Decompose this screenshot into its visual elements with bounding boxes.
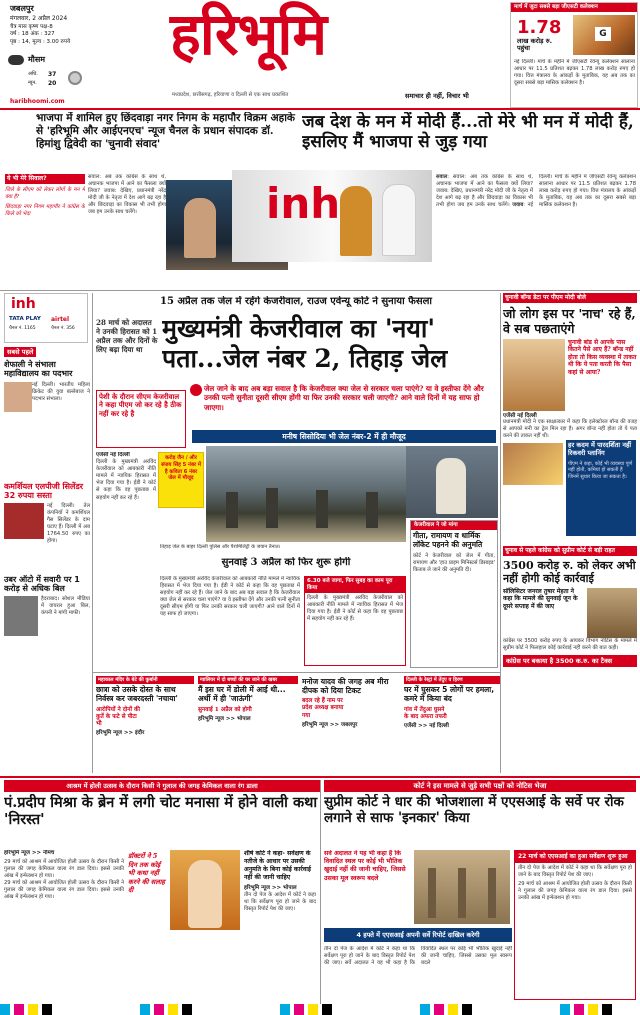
- row2-c2-note: सुनवाई 1 अप्रैल को होगी: [198, 706, 252, 713]
- airtel-logo: airtel: [51, 316, 70, 323]
- inh-logo-big: inh: [266, 179, 341, 228]
- quick-photo: [4, 382, 32, 412]
- row2-c1-by: हरिभूमि न्यूज >> इंदौर: [96, 730, 145, 737]
- gst-tile-icon: G: [595, 27, 611, 41]
- pradeep-body-text: 29 मार्च को आश्रम में आयोजित होली उत्सव के दौरान किसी ने गुलाल की जगह केमिकल वाला रंग डाल दिया। इससे उनकी आंख में इन्फेक्शन हो गया।: [4, 858, 124, 879]
- congress-story: [503, 546, 637, 774]
- weather-max-label: अधि.: [28, 71, 38, 77]
- interview-person: [382, 184, 416, 256]
- quick-photo: [4, 503, 44, 539]
- left-q-item: जिले के सीएम को लेकर लोगों के मन में क्या है?: [5, 186, 85, 200]
- pradeep-kicker-text: आश्रम में होली उत्सव के दौरान किसी ने गुलाल की जगह केमिकल वाला रंग डाला: [66, 782, 258, 790]
- info-line: चैत्र मास कृष्ण पक्ष-8: [10, 24, 53, 30]
- pradeep-photo-person: [188, 860, 222, 928]
- quick-b1: नई दिल्ली। भारतीय महिला क्रिकेट की युवा बल्लेबाज ने पदभार संभाला।: [32, 381, 90, 402]
- pradeep-headline-text: पं.प्रदीप मिश्रा के ब्रेन में लगी चोट मनासा में होने वाली कथा 'निरस्त': [4, 794, 318, 829]
- lead-headline-text: जब देश के मन में मोदी हैं...तो मेरे भी मन में मोदी हैं, इसलिए मैं भाजपा से जुड़ गया: [302, 112, 634, 153]
- bhojshala-mid: [244, 850, 316, 1000]
- bhojshala-body-text: सर्वे अदालत ने यह भी कहा है कि विवादित स्थल पर कोई भी भौतिक खुदाई नहीं की जानी चाहिए, जिससे उसका मूल स्वरूप बदले: [344, 946, 512, 967]
- bhojshala-mid-body: तीन दो पेज के आदेश में कोर्ट ने कहा था कि सर्वेक्षण पूरा हो जाने के बाद विस्तृत रिपोर्ट पेश की जाए।: [244, 892, 316, 913]
- kejriwal-aside: [410, 520, 498, 668]
- quick-b3: हैदराबाद। सोशल मीडिया में वायरल हुआ बिल, कंपनी ने मांगी माफी।: [41, 596, 90, 617]
- left-sidebar: [5, 174, 85, 286]
- sisodia-banner: [192, 430, 496, 443]
- slogan: समाचार ही नहीं, विचार भी: [405, 92, 469, 100]
- row2-col: [404, 676, 500, 774]
- modi-box-body: पीएम ने कहा, कोई भी व्यवस्था पूर्ण नहीं होती, कमियां हो सकती हैं जिनमें सुधार किया जा सकता है।: [568, 460, 633, 480]
- court-photo: [587, 588, 637, 638]
- registration-strip: [0, 1004, 640, 1015]
- kejriwal-headline: [162, 314, 498, 384]
- pradeep-body: [4, 850, 124, 1000]
- tihar-photo: [206, 446, 406, 542]
- kejriwal-sub2-text: सुनवाई 3 अप्रैल को फिर शुरू होगी: [221, 557, 351, 568]
- row2-c2-by: हरिभूमि न्यूज >> भोपाल: [198, 715, 251, 722]
- pradeep-headline: [4, 794, 320, 846]
- weather-widget: [8, 55, 88, 95]
- lead-body-continued: सवाल: अब तक कांग्रेस के साथ थे, अचानक भाजपा में आने का फैसला क्यों लिया? जवाब: देखिए, प्रधानमंत्री नरेंद्र मोदी जी के नेतृत्व में देश आगे बढ़ रहा है और छिंदवाड़ा का विकास भी तभी होगा जब हम उनके साथ चलेंगे।: [436, 174, 533, 209]
- congress-headline: 3500 करोड़ रु. को लेकर अभी नहीं होगी कोई कार्रवाई: [503, 558, 636, 585]
- quick-h1: शेफाली ने संभाला महाविद्यालय का पदभार: [4, 360, 73, 379]
- quick-h2: कमर्शियल एलपीजी सिलेंडर 32 रुपया सस्ता: [4, 481, 84, 500]
- gst-title: मार्च में जुटा सबसे बड़ा जीएसटी कलेक्शन: [511, 3, 637, 12]
- congress-body: कांग्रेस पर 3500 करोड़ रुपए के आयकर विभाग नोटिस के मामले में सुप्रीम कोर्ट ने फिलहाल कोई कार्रवाई नहीं करने की बात कही।: [503, 637, 637, 651]
- inh-ad[interactable]: [4, 293, 88, 343]
- bhojshala-kicker-text: कोर्ट ने इस मामले से जुड़े सभी पक्षों को नोटिस भेजा: [413, 782, 547, 790]
- lead-interview-col: [88, 174, 166, 284]
- pradeep-kicker: [4, 780, 320, 792]
- website: haribhoomi.com: [10, 98, 65, 105]
- tihar-caption: [160, 544, 406, 554]
- aside-title: गीता, रामायण व धार्मिक लॉकेट पहनने की अनुमति: [413, 530, 483, 549]
- congress-sub: सॉलिसिटर जनरल तुषार मेहता ने कहा कि मामले की सुनवाई जून के दूसरे सप्ताह में की जाए: [503, 587, 578, 610]
- quick-b2: नई दिल्ली। तेल कंपनियों ने कमर्शियल गैस सिलेंडर के दाम घटाए हैं। दिल्ली में अब 1764.50 रुपए का होगा।: [47, 502, 90, 544]
- bhojshala-mid-by: हरिभूमि न्यूज >> भोपाल: [244, 885, 297, 892]
- quick-h3: उबर ऑटो में सवारी पर 1 करोड़ से अधिक बिल: [4, 574, 80, 594]
- row2-c4-note: गांव में तेंदुआ घुसने के बाद अफरा तफरी: [404, 706, 447, 720]
- kejriwal-summary-text: जेल जाने के बाद अब बड़ा सवाल है कि केजरीवाल क्या जेल से सरकार चला पाएंगे? या वे इस्तीफा देंगे और उनकी पत्नी सुनीता दूसरी सीएम होंगी या फिर उनकी सरकार चली जाएगी? आने वाले दिनों में यह साफ हो जाएगा।: [204, 384, 484, 412]
- row2-c4-title: दिल्ली के रेस्ट्रां में तेंदुए व हिरण: [404, 676, 500, 684]
- left-q-title: ये भी मेरे सिवाल?: [5, 174, 85, 184]
- lead-photo-person: [184, 198, 216, 258]
- row2-c2-headline: मैं इस घर में डोली में आई थी... अर्थी में ही 'जाऊंगी': [198, 685, 286, 703]
- kejriwal-sub-text: 28 मार्च को अदालत ने उनकी हिरासत को 1 अप्रैल तक और दिनों के लिए बढ़ा दिया था: [96, 318, 158, 354]
- kejriwal-sub2: [166, 557, 406, 573]
- gst-amount: 1.78: [517, 17, 562, 38]
- aside-label: केजरीवाल ने जो मांगा: [411, 521, 497, 530]
- lead-body-continued: नई दिल्ली। मार्च के महीने में जीएसटी रेवेन्यू कलेक्शन सालाना आधार पर 11.5 प्रतिशत बढ़कर 1.78 लाख करोड़ रुपए हो गया। वित्त मंत्रालय के आंकड़ों के मुताबिक, यह अब तक का दूसरा सबसे बड़ा मासिक कलेक्शन है।: [527, 174, 636, 209]
- modi-box: [566, 440, 636, 536]
- bhojshala-side: [514, 850, 636, 1000]
- kejriwal-kicker-text: 15 अप्रैल तक जेल में रहेंगे केजरीवाल, राउज एवेन्यू कोर्ट ने सुनाया फैसला: [160, 296, 432, 307]
- kejriwal-body-text: जेल जाने के बाद अब बड़ा सवाल है कि केजरीवाल क्या जेल से सरकार चला पाएंगे? या वे इस्तीफा देंगे और उनकी पत्नी सुनीता दूसरी सीएम होंगी या फिर उनकी सरकार चली जाएगी? आने वाले दिनों में यह साफ हो जाएगा।: [160, 590, 300, 618]
- kejriwal-kicker: [96, 296, 496, 312]
- kejriwal-stats-title: 6.30 बजे जागा, फिर सुबह का काम पूरा किया: [305, 577, 405, 593]
- tihar-caption-text: तिहाड़ जेल के बाहर दिल्ली पुलिस और पैरामिलिट्री के जवान तैनात।: [160, 544, 281, 550]
- bhojshala-photo: [414, 850, 510, 924]
- bhojshala-footer: [324, 928, 512, 942]
- lead-qa-a: जवाब: [512, 202, 524, 209]
- lead-body-col: सवाल: सवाल: अब तक कांग्रेस के साथ थे, अचानक भाजपा में आने का फैसला क्यों लिया? जवाब: देखिए, प्रधानमंत्री नरेंद्र मोदी जी के नेतृत्व में देश आगे बढ़ रहा है और छिंदवाड़ा का विकास भी तभी होगा जब हम उनके साथ चलेंगे। जवाब: नई दिल्ली। मार्च के महीने में जीएसटी रेवेन्यू कलेक्शन सालाना आधार पर 11.5 प्रतिशत बढ़कर 1.78 लाख करोड़ रुपए हो गया। वित्त मंत्रालय के आंकड़ों के मुताबिक, यह अब तक का दूसरा सबसे बड़ा मासिक कलेक्शन है।: [436, 174, 636, 209]
- inh-ad-brand: inh: [11, 296, 36, 312]
- kejriwal-stats-body: दिल्ली के मुख्यमंत्री अरविंद केजरीवाल को आबकारी नीति मामले में न्यायिक हिरासत में भेज दिया गया है। ईडी ने कोर्ट से कहा कि वह पूछताछ में सहयोग नहीं कर रहे हैं।: [307, 594, 403, 622]
- row2-c1-headline: छात्रा को उसके दोस्त के साथ निर्वस्त्र कर जबरदस्ती 'नचाया': [96, 685, 178, 703]
- info-line: पृष्ठ : 14, मूल्य : 3.00 रुपये: [10, 38, 71, 45]
- left-q-item: छिंदवाड़ा नगर निगम महापौर ने कांग्रेस के किले को भेदा: [5, 203, 85, 217]
- lead-headline: [302, 112, 637, 170]
- kejriwal-red-box: [96, 390, 186, 448]
- pradeep-photo: [170, 850, 240, 930]
- gst-body: नई दिल्ली। मार्च के महीने में जीएसटी रेवेन्यू कलेक्शन सालाना आधार पर 11.5 प्रतिशत बढ़कर 1.78 लाख करोड़ रुपए हो गया। वित्त मंत्रालय के आंकड़ों के मुताबिक, यह अब तक का दूसरा सबसे बड़ा मासिक कलेक्शन है।: [514, 59, 635, 87]
- bhojshala-side-kicker: 22 मार्च को एएसआई का हुआ सर्वेक्षण शुरू हुआ: [515, 851, 635, 863]
- bhojshala-side-body: तीन दो पेज के आदेश में कोर्ट ने कहा था कि सर्वेक्षण पूरा हो जाने के बाद विस्तृत रिपोर्ट पेश की जाए।: [518, 864, 632, 878]
- sisodia-banner-text: मनीष सिसोदिया भी जेल नंबर-2 में ही मौजूद: [282, 432, 406, 441]
- aside-body: कोर्ट ने केजरीवाल को जेल में गीता, रामायण और 'हाउ प्राइम मिनिस्टर्स डिसाइड' किताब ले जाने की अनुमति दी।: [413, 553, 495, 574]
- bhojshala-photo-pillar: [458, 868, 466, 918]
- tihar-photo-police: [226, 492, 238, 528]
- bhojshala-quote: [324, 850, 412, 930]
- kejriwal-body-text: दिल्ली के मुख्यमंत्री अरविंद केजरीवाल को आबकारी नीति मामले में न्यायिक हिरासत में भेज दिया गया है। ईडी ने कोर्ट से कहा कि वह पूछताछ में सहयोग नहीं कर रहे हैं।: [160, 576, 300, 597]
- ad-channel: चैनल नं. 356: [51, 326, 75, 331]
- tihar-photo-police: [316, 490, 328, 528]
- pradeep-quote: [128, 852, 168, 952]
- moon-icon: [68, 71, 82, 85]
- lead-body: सवाल: अब तक कांग्रेस के साथ थे, अचानक भाजपा में आने का फैसला क्यों लिया? जवाब: देखिए, प्रधानमंत्री नरेंद्र मोदी जी के नेतृत्व में देश आगे बढ़ रहा है और छिंदवाड़ा का विकास भी तभी होगा जब हम उनके साथ चलेंगे।: [88, 174, 166, 216]
- tata-play-logo: TATA PLAY: [9, 316, 41, 322]
- row2-c3-headline: मनोज यादव की जगह अब मीरा दीपक को दिया टिकट: [302, 677, 389, 695]
- kejriwal-body: [96, 452, 156, 560]
- row2-c3-by: हरिभूमि न्यूज >> जबलपुर: [302, 721, 358, 728]
- row2-c4-headline: घर में घुसकर 5 लोगों पर हमला, कमरे में किया बंद: [404, 685, 495, 703]
- row2-c1-note: आरोपियों ने दोनों की कुर्ते के फटे से पीटा भी: [96, 706, 140, 727]
- row2-c1-title: महाकाल मंदिर के बेटे की कुर्बानी: [96, 676, 194, 684]
- kejriwal-stats: [304, 576, 406, 666]
- modi-photo: [503, 339, 565, 411]
- quick-photo: [4, 596, 38, 636]
- lead-kicker-text: भाजपा में शामिल हुए छिंदवाड़ा नगर निगम के महापौर विक्रम अहाके से 'हरिभूमि और आईएनएच' न्यूज चैनल के प्रधान संपादक डॉ. हिमांशु द्विवेदी का 'चुनावी संवाद': [36, 112, 295, 151]
- weather-min: 20: [48, 80, 57, 87]
- row2-col: [96, 676, 194, 774]
- inh-studio-photo: [232, 170, 432, 262]
- pradeep-quote-text: डॉक्टरों ने 5 दिन तक कोई भी कथा नहीं करने की सलाह दी: [128, 852, 165, 895]
- tagline: मध्यप्रदेश, छत्तीसगढ़, हरियाणा व दिल्ली से एक साथ प्रकाशित: [172, 92, 289, 98]
- weather-max: 37: [48, 71, 57, 78]
- edition-city: जबलपुर: [10, 4, 34, 13]
- tihar-photo-police: [266, 488, 278, 528]
- bhojshala-mid-title: शीर्ष कोर्ट ने कहा- सर्वेक्षण के नतीजे के आधार पर उसकी अनुमति के बिना कोई कार्रवाई नहीं की जानी चाहिए: [244, 850, 311, 882]
- lead-qa-q: सवाल: [436, 174, 448, 180]
- pradeep-body-text: 29 मार्च को आश्रम में आयोजित होली उत्सव के दौरान किसी ने गुलाल की जगह केमिकल वाला रंग डाल दिया। इससे उनकी आंख में इन्फेक्शन हो गया।: [4, 879, 124, 900]
- quick-news: [4, 347, 90, 777]
- edition-date: मंगलवार, 2 अप्रैल 2024: [10, 15, 68, 22]
- row2-col: [198, 676, 298, 774]
- kejriwal-photo-person: [436, 458, 466, 514]
- lead-kicker: [36, 112, 298, 164]
- logo: हरिभूमि: [170, 0, 327, 68]
- weather-min-label: न्यून.: [28, 80, 37, 86]
- modi-quote: चुनावी बांड से आपके पास कितने पैसे आए हैं? बॉन्ड नहीं होता तो किस व्यवस्था में ताकत थी कि ये पता करती कि पैसा कहां से आया?: [568, 338, 637, 376]
- row2-c3-note: बदल रहे हैं नाम पर प्रदेश अध्यक्ष बनाया गया: [302, 698, 344, 719]
- gst-story: [510, 2, 638, 108]
- modi-kicker: चुनावी बॉन्ड डेटा पर पीएम मोदी बोले: [503, 293, 637, 303]
- bhojshala-headline: [324, 794, 636, 846]
- congress-box: कांग्रेस पर बकाया है 3500 क.रु. का टैक्स: [503, 655, 637, 667]
- bhojshala-photo-pillar: [488, 868, 496, 918]
- bhojshala-footer-text: 4 हफ्ते में एएसआई अपनी सर्वे रिपोर्ट दाखिल करेगी: [356, 931, 480, 939]
- quick-label: सबसे पहले: [4, 347, 36, 357]
- kejriwal-headline-2: पता...जेल नंबर 2, तिहाड़ जेल: [162, 344, 448, 373]
- modi-body: प्रधानमंत्री मोदी ने एक साक्षात्कार में कहा कि इलेक्टोरल बॉन्ड की वजह से आपको मनी का ट्रेल मिल रहा है। अगर बॉन्ड नहीं होता तो ये पता करने की ताकत नहीं थी।: [503, 419, 637, 440]
- congress-kicker: चुनाव से पहले कांग्रेस को सुप्रीम कोर्ट से बड़ी राहत: [503, 546, 637, 556]
- bhojshala-quote-text: सर्वे अदालत ने यह भी कहा है कि विवादित स्थल पर कोई भी भौतिक खुदाई नहीं की जानी चाहिए, जिससे उसका मूल स्वरूप बदले: [324, 850, 406, 882]
- bhojshala-side-body: 29 मार्च को आश्रम में आयोजित होली उत्सव के दौरान किसी ने गुलाल की जगह केमिकल वाला रंग डाल दिया। इससे उनकी आंख में इन्फेक्शन हो गया।: [518, 880, 632, 901]
- gst-unit: लाख करोड़ रु. पहुंचा: [517, 37, 553, 53]
- bhojshala-body-text: तीन दो पेज के आदेश में कोर्ट ने कहा था कि सर्वेक्षण पूरा हो जाने के बाद विस्तृत रिपोर्ट पेश की जाए।: [324, 946, 415, 967]
- gst-image: [573, 15, 635, 55]
- kejriwal-byline: एजेंसी नई दिल्ली: [96, 452, 130, 458]
- modi-crowd-photo: [503, 443, 563, 485]
- modi-box-title: हर कदम में पारदर्शिता नहीं रिकवरी प्लानिंग: [568, 441, 632, 457]
- info-line: वर्ष : 18 अंक : 327: [10, 31, 55, 38]
- cloud-icon: [8, 55, 24, 65]
- bhojshala-kicker: [324, 780, 636, 792]
- row2-c2-title: ग्वालियर में दो बच्चों की घर जाने की खबर: [198, 676, 298, 684]
- row2-col: [302, 676, 400, 774]
- kejriwal-headline-1: मुख्यमंत्री केजरीवाल का 'नया': [162, 314, 436, 343]
- kejriwal-photo: [406, 446, 498, 518]
- edition-info: [10, 24, 70, 46]
- weather-label: मौसम: [28, 55, 46, 64]
- kejriwal-body-text: दिल्ली के मुख्यमंत्री अरविंद केजरीवाल को आबकारी नीति मामले में न्यायिक हिरासत में भेज दिया गया है। ईडी ने कोर्ट से कहा कि वह पूछताछ में सहयोग नहीं कर रहे हैं।: [96, 459, 156, 501]
- kejriwal-yellow: [158, 452, 204, 508]
- pradeep-by: हरिभूमि न्यूज >> नीमच: [4, 850, 55, 856]
- bhojshala-photo-pillar: [428, 868, 436, 918]
- bhojshala-body: [324, 946, 512, 1002]
- modi-headline: जो लोग इस पर 'नाच' रहे हैं, वे सब पछताएंगे: [503, 305, 636, 336]
- kejriwal-body-2: [160, 576, 300, 666]
- kejriwal-summary: [190, 384, 498, 430]
- interview-person: [340, 186, 372, 256]
- kejriwal-sub: [96, 318, 158, 398]
- kejriwal-yellow-text: करोड़ जैन / और संजय सिंह 5 नंबर में है कविता 6 नंबर जेल में मौजूद: [161, 455, 201, 482]
- kejriwal-red-box-text: पेशी के दौरान सीएम केजरीवाल ने कहा पीएम जो कर रहे है ठीक नहीं कर रहे है: [99, 392, 182, 418]
- bhojshala-headline-text: सुप्रीम कोर्ट ने धार की भोजशाला में एएसआई के सर्वे पर रोक लगाने से साफ 'इनकार' किया: [324, 794, 624, 827]
- tihar-photo-police: [366, 492, 378, 528]
- modi-byline: एजेंसी नई दिल्ली: [503, 412, 537, 419]
- quote-icon: [190, 384, 202, 396]
- row2-c4-by: एजेंसी >> नई दिल्ली: [404, 722, 449, 729]
- ad-channel: चैनल नं. 1165: [9, 326, 36, 331]
